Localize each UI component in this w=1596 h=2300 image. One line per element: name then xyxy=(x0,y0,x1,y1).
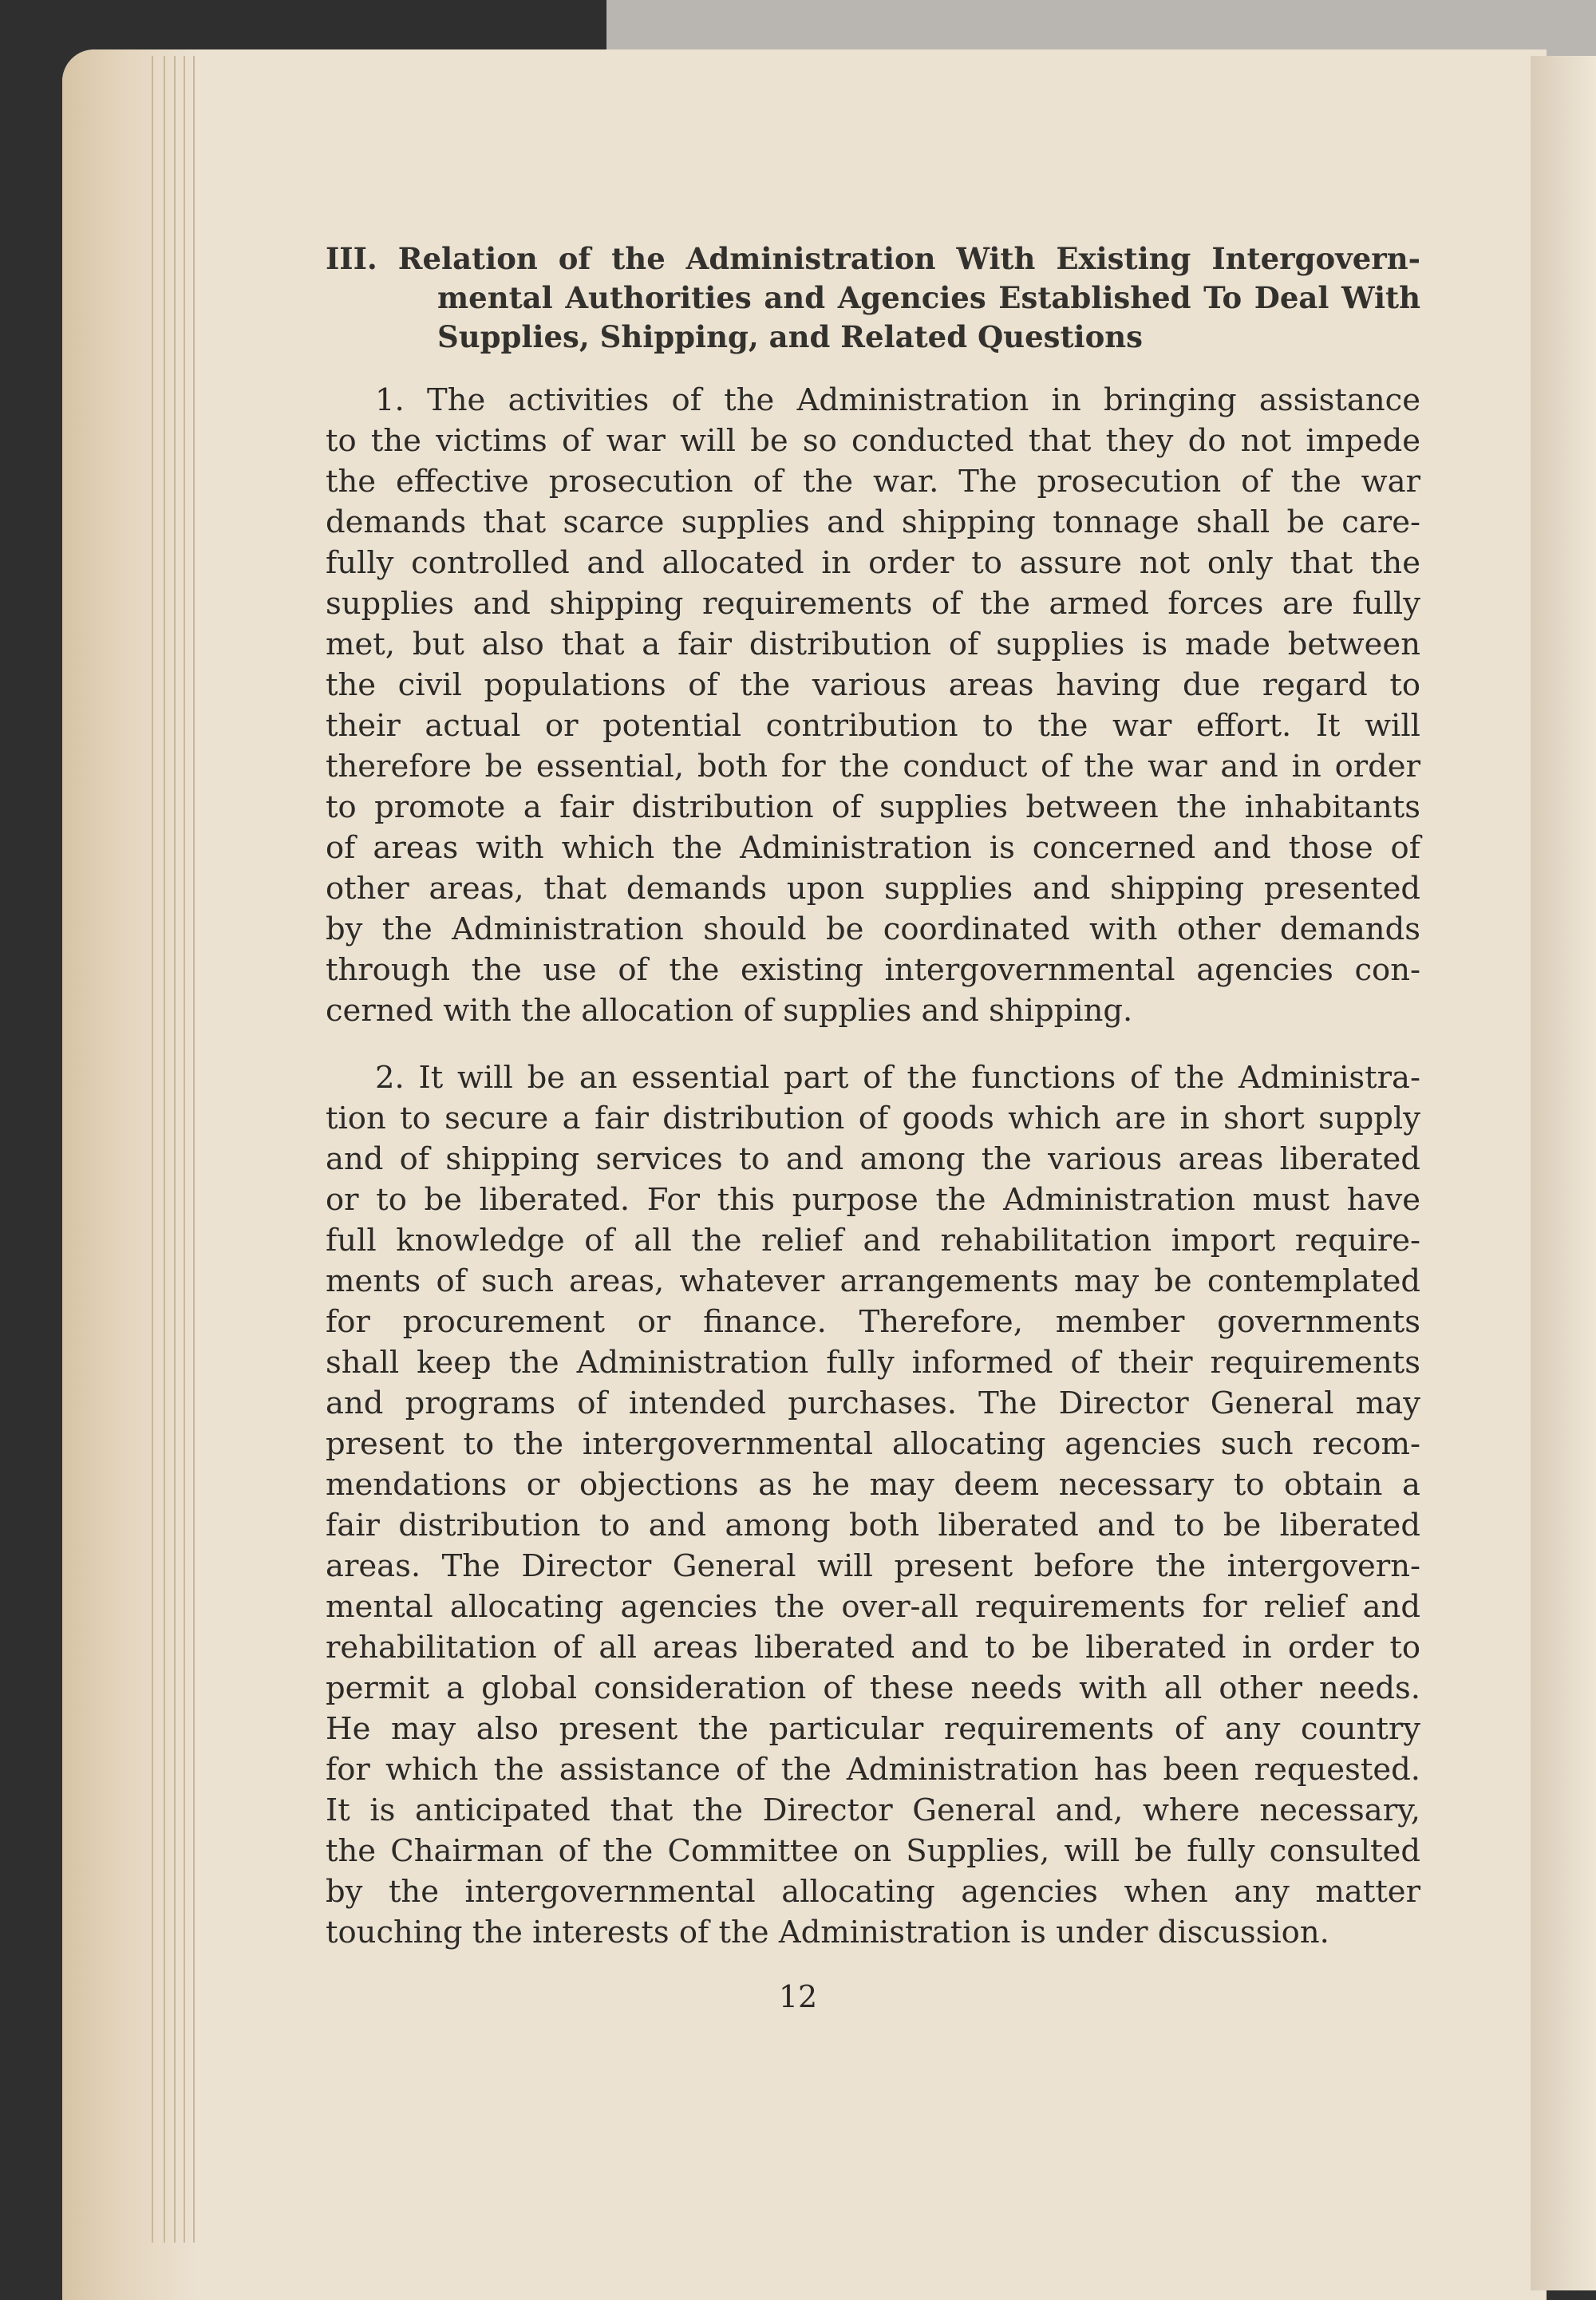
text-line: the effective prosecution of the war. The prosecution of the war xyxy=(326,464,1420,500)
heading-line: III. Relation of the Administration With Existing Intergovern- xyxy=(326,241,1420,276)
text-line: and of shipping services to and among the various areas liberated xyxy=(326,1141,1420,1177)
text-line: fair distribution to and among both liberated and to be liberated xyxy=(326,1508,1420,1543)
text-line: touching the interests of the Administration is under discussion. xyxy=(326,1915,1329,1950)
page-gutter xyxy=(62,49,198,2300)
text-line: rehabilitation of all areas liberated and to be liberated in order to xyxy=(326,1630,1420,1666)
section-heading xyxy=(326,239,1420,357)
heading-line: Supplies, Shipping, and Related Questions xyxy=(437,319,1144,354)
text-line: to promote a fair distribution of supplies between the inhabitants xyxy=(326,789,1420,825)
text-line: It is anticipated that the Director General and, where necessary, xyxy=(326,1792,1420,1828)
text-line: met, but also that a fair distribution of supplies is made between xyxy=(326,626,1420,662)
text-line: ments of such areas, whatever arrangements may be contemplated xyxy=(326,1263,1420,1299)
text-line: present to the intergovernmental allocating agencies such recom- xyxy=(326,1426,1420,1462)
text-line: mendations or objections as he may deem necessary to obtain a xyxy=(326,1467,1420,1503)
text-line: the Chairman of the Committee on Supplies, will be fully consulted xyxy=(326,1833,1420,1869)
heading-line: mental Authorities and Agencies Established To Deal With xyxy=(437,280,1420,315)
page-stack-edge xyxy=(152,56,153,2243)
text-line: therefore be essential, both for the conduct of the war and in order xyxy=(326,749,1420,784)
text-line: mental allocating agencies the over-all requirements for relief and xyxy=(326,1589,1420,1625)
text-line: supplies and shipping requirements of the armed forces are fully xyxy=(326,586,1420,622)
text-line: tion to secure a fair distribution of goods which are in short supply xyxy=(326,1101,1420,1136)
text-line: areas. The Director General will present before the intergovern- xyxy=(326,1548,1420,1584)
text-line: cerned with the allocation of supplies and shipping. xyxy=(326,993,1133,1029)
paragraph-1 xyxy=(326,380,1420,1031)
text-line: other areas, that demands upon supplies and shipping presented xyxy=(326,871,1420,907)
text-line: for which the assistance of the Administration has been requested. xyxy=(326,1752,1420,1788)
next-page-edge xyxy=(1531,56,1596,2290)
text-line: by the intergovernmental allocating agencies when any matter xyxy=(326,1874,1420,1910)
text-line: fully controlled and allocated in order to assure not only that the xyxy=(326,545,1420,581)
text-line: permit a global consideration of these needs with all other needs. xyxy=(326,1670,1420,1706)
text-line: 2. It will be an essential part of the functions of the Administra- xyxy=(375,1060,1420,1096)
page-stack-edge xyxy=(184,56,185,2243)
paragraph-2 xyxy=(326,1057,1420,1953)
text-line: the civil populations of the various areas having due regard to xyxy=(326,667,1420,703)
text-line: for procurement or finance. Therefore, member governments xyxy=(326,1304,1420,1340)
text-line: their actual or potential contribution to the war effort. It will xyxy=(326,708,1420,744)
text-line: He may also present the particular requirements of any country xyxy=(326,1711,1420,1747)
text-line: and programs of intended purchases. The Director General may xyxy=(326,1385,1420,1421)
page-stack-edge xyxy=(193,56,195,2243)
text-line: by the Administration should be coordinated with other demands xyxy=(326,911,1420,947)
text-line: of areas with which the Administration is concerned and those of xyxy=(326,830,1420,866)
text-line: shall keep the Administration fully informed of their requirements xyxy=(326,1345,1420,1381)
text-line: through the use of the existing intergovernmental agencies con- xyxy=(326,952,1420,988)
page-number: 12 xyxy=(778,1979,818,2014)
text-line: 1. The activities of the Administration in bringing assistance xyxy=(375,382,1420,418)
page-stack-edge xyxy=(174,56,176,2243)
text-line: to the victims of war will be so conducted that they do not impede xyxy=(326,423,1420,459)
text-line: full knowledge of all the relief and rehabilitation import require- xyxy=(326,1223,1420,1259)
page-stack-edge xyxy=(164,56,165,2243)
text-line: or to be liberated. For this purpose the Administration must have xyxy=(326,1182,1420,1218)
text-line: demands that scarce supplies and shipping tonnage shall be care- xyxy=(326,504,1420,540)
